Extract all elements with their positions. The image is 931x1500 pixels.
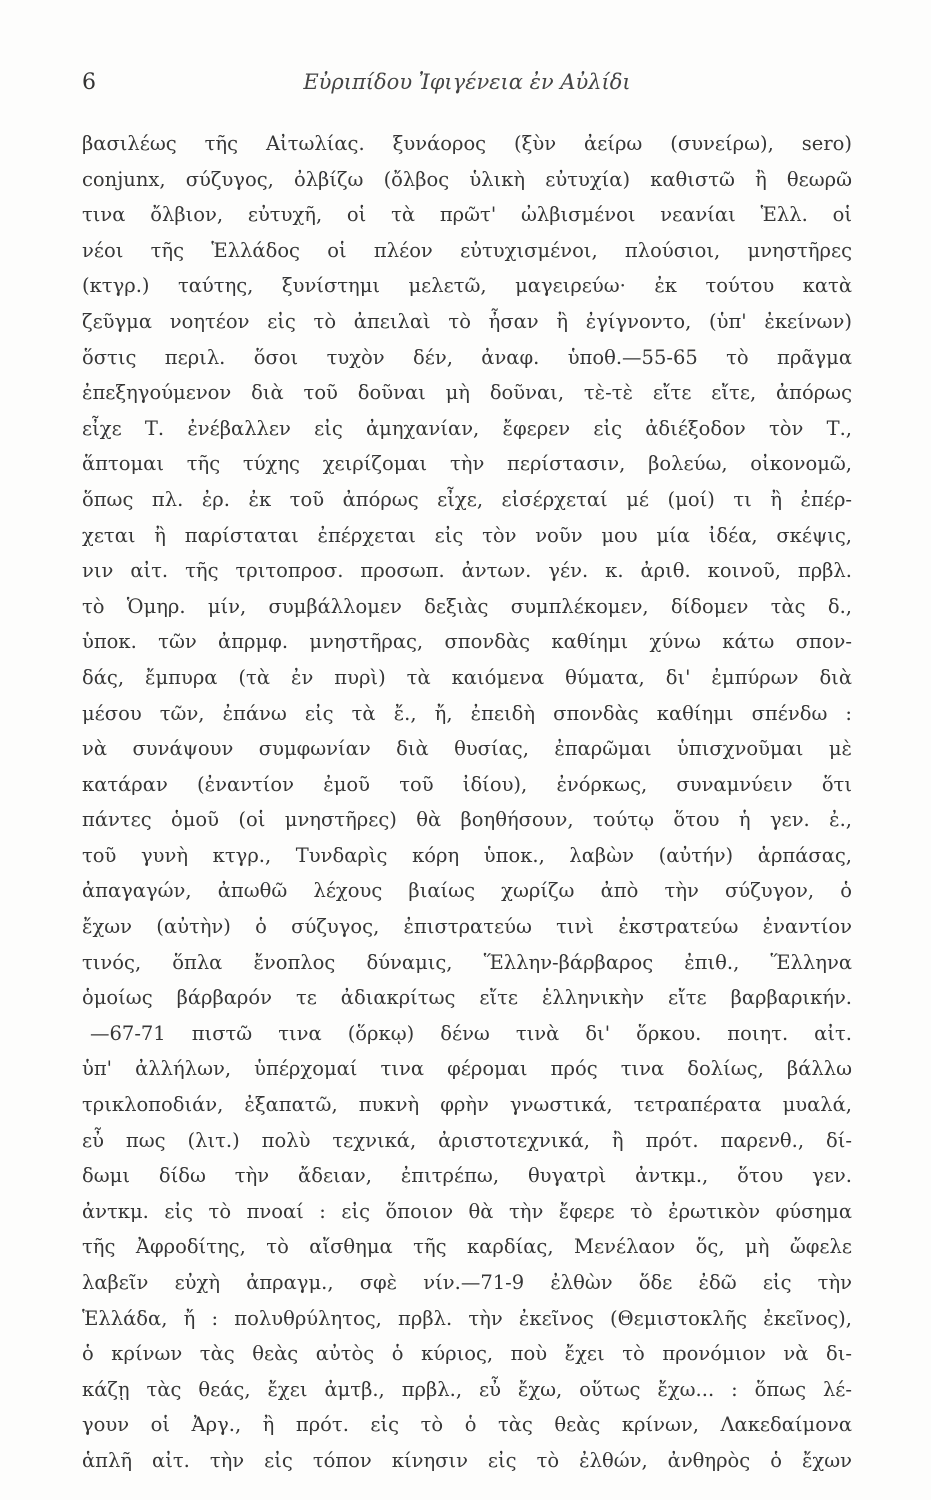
text-line: ἀπαγαγών, ἀπωθῶ λέχους βιαίως χωρίζω ἀπὸ τὴν σύζυγον, ὁ	[82, 879, 852, 903]
text-line: (κτγρ.) ταύτης, ξυνίστημι μελετῶ, μαγειρεύω· ἐκ τούτου κατὰ	[82, 274, 852, 298]
page-header	[82, 70, 852, 106]
text-line: ὁ κρίνων τὰς θεὰς αὐτὸς ὁ κύριος, ποὺ ἔχει τὸ προνόμιον νὰ δι-	[82, 1342, 852, 1366]
text-line: λαβεῖν εὐχὴ ἀπραγμ., σφὲ νίν.—71-9 ἐλθὼν ὅδε ἐδῶ εἰς τὴν	[82, 1271, 852, 1294]
text-line: εἶχε Τ. ἐνέβαλλεν εἰς ἀμηχανίαν, ἔφερεν εἰς ἀδιέξοδον τὸν Τ.,	[82, 416, 852, 440]
text-line: τοῦ γυνὴ κτγρ., Τυνδαρὶς κόρη ὑποκ., λαβὼν (αὐτήν) ἁρπάσας,	[82, 843, 852, 867]
text-line: conjunx, σύζυγος, ὀλβίζω (ὄλβος ὑλικὴ εὐτυχία) καθιστῶ ἢ θεωρῶ	[82, 167, 852, 191]
text-line: ἅπτομαι τῆς τύχης χειρίζομαι τὴν περίστασιν, βολεύω, οἰκονομῶ,	[82, 452, 852, 476]
text-line: νιν αἰτ. τῆς τριτοπροσ. προσωπ. ἀντων. γέν. κ. ἀριθ. κοινοῦ, πρβλ.	[82, 559, 852, 583]
text-line: Ἑλλάδα, ἤ : πολυθρύλητος, πρβλ. τὴν ἐκεῖνος (Θεμιστοκλῆς ἐκεῖνος),	[82, 1306, 852, 1330]
text-line: νέοι τῆς Ἑλλάδος οἱ πλέον εὐτυχισμένοι, πλούσιοι, μνηστῆρες	[82, 238, 852, 262]
text-line: τρικλοποδιάν, ἐξαπατῶ, πυκνὴ φρὴν γνωστικά, τετραπέρατα μυαλά,	[82, 1093, 852, 1117]
text-line: τινα ὄλβιον, εὐτυχῆ, οἱ τὰ πρῶτ' ὠλβισμένοι νεανίαι Ἑλλ. οἱ	[82, 203, 852, 227]
text-line: κάζῃ τὰς θεάς, ἔχει ἀμτβ., πρβλ., εὖ ἔχω, οὕτως ἔχω... : ὅπως λέ-	[82, 1377, 852, 1401]
commentary-text	[82, 126, 852, 1479]
text-line: κατάραν (ἐναντίον ἐμοῦ τοῦ ἰδίου), ἐνόρκως, συναμνύειν ὅτι	[82, 772, 852, 796]
text-line: ἁπλῆ αἰτ. τὴν εἰς τόπον κίνησιν εἰς τὸ ἐλθών, ἀνθηρὸς ὁ ἔχων	[82, 1448, 852, 1472]
text-line: δάς, ἔμπυρα (τὰ ἐν πυρὶ) τὰ καιόμενα θύματα, δι' ἐμπύρων διὰ	[82, 665, 852, 689]
text-line: μέσου τῶν, ἐπάνω εἰς τὰ ἔ., ἤ, ἐπειδὴ σπονδὰς καθίημι σπένδω :	[82, 701, 852, 725]
text-line: ἔχων (αὐτὴν) ὁ σύζυγος, ἐπιστρατεύω τινὶ ἐκστρατεύω ἐναντίον	[82, 915, 852, 939]
text-line: ἀντκμ. εἰς τὸ πνοαί : εἰς ὅποιον θὰ τὴν ἔφερε τὸ ἐρωτικὸν φύσημα	[82, 1199, 852, 1223]
text-line: γουν οἱ Ἀργ., ἢ πρότ. εἰς τὸ ὁ τὰς θεὰς κρίνων, Λακεδαίμονα	[82, 1413, 852, 1437]
text-line: τῆς Ἀφροδίτης, τὸ αἴσθημα τῆς καρδίας, Μενέλαον ὅς, μὴ ὤφελε	[82, 1235, 852, 1259]
text-line: τὸ Ὁμηρ. μίν, συμβάλλομεν δεξιὰς συμπλέκομεν, δίδομεν τὰς δ.,	[82, 594, 852, 618]
text-line: ἐπεξηγούμενον διὰ τοῦ δοῦναι μὴ δοῦναι, τὲ-τὲ εἴτε εἴτε, ἀπόρως	[82, 381, 852, 405]
text-line: ὑπ' ἀλλήλων, ὑπέρχομαί τινα φέρομαι πρός τινα δολίως, βάλλω	[82, 1057, 852, 1081]
running-title: Εὐριπίδου Ἰφιγένεια ἐν Αὐλίδι	[303, 70, 631, 94]
text-line: δωμι δίδω τὴν ἄδειαν, ἐπιτρέπω, θυγατρὶ ἀντκμ., ὅτου γεν.	[82, 1164, 852, 1188]
text-line: —67-71 πιστῶ τινα (ὅρκῳ) δένω τινὰ δι' ὅρκου. ποιητ. αἰτ.	[90, 1021, 852, 1045]
text-line: ὅστις περιλ. ὅσοι τυχὸν δέν, ἀναφ. ὑποθ.—55-65 τὸ πρᾶγμα	[82, 345, 852, 369]
text-line: χεται ἢ παρίσταται ἐπέρχεται εἰς τὸν νοῦν μου μία ἰδέα, σκέψις,	[82, 523, 852, 547]
text-line: ὅπως πλ. ἐρ. ἐκ τοῦ ἀπόρως εἶχε, εἰσέρχεταί μέ (μοί) τι ἢ ἐπέρ-	[82, 487, 852, 511]
text-line: βασιλέως τῆς Αἰτωλίας. ξυνάορος (ξὺν ἀείρω (συνείρω), sero)	[82, 132, 852, 155]
page-number: 6	[82, 70, 96, 95]
text-line: νὰ συνάψουν συμφωνίαν διὰ θυσίας, ἐπαρῶμαι ὑπισχνοῦμαι μὲ	[82, 737, 852, 761]
text-line: τινός, ὅπλα ἔνοπλος δύναμις, Ἕλλην-βάρβαρος ἐπιθ., Ἕλληνα	[82, 950, 852, 974]
text-line: πάντες ὁμοῦ (οἱ μνηστῆρες) θὰ βοηθήσουν, τούτῳ ὅτου ἡ γεν. ἐ.,	[82, 808, 852, 832]
text-line: ὑποκ. τῶν ἀπρμφ. μνηστῆρας, σπονδὰς καθίημι χύνω κάτω σπον-	[82, 630, 852, 654]
text-line: ὁμοίως βάρβαρόν τε ἀδιακρίτως εἴτε ἑλληνικὴν εἴτε βαρβαρικήν.	[82, 986, 852, 1010]
text-line: εὖ πως (λιτ.) πολὺ τεχνικά, ἀριστοτεχνικά, ἢ πρότ. παρενθ., δί-	[82, 1128, 852, 1152]
text-line: ζεῦγμα νοητέον εἰς τὸ ἀπειλαὶ τὸ ἦσαν ἢ ἐγίγνοντο, (ὑπ' ἐκείνων)	[82, 309, 852, 333]
